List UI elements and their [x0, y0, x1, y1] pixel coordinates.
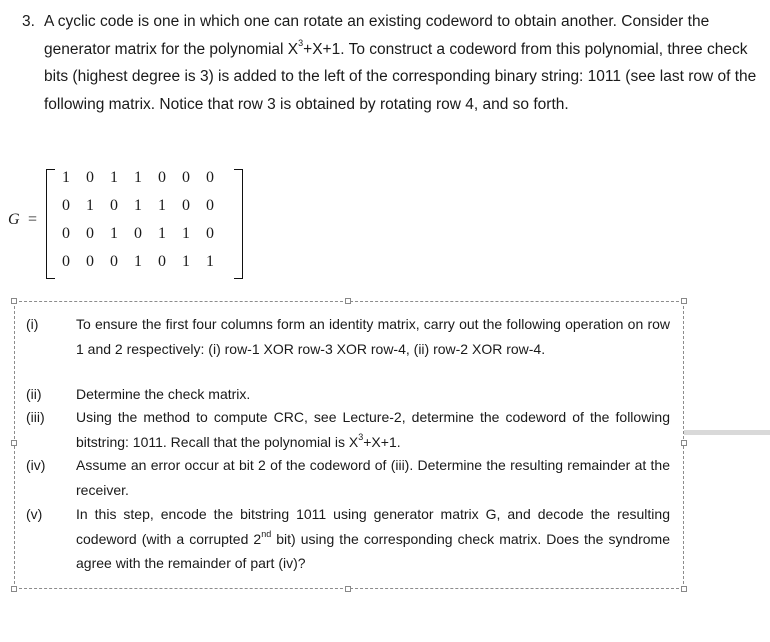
matrix-cell: 1 — [134, 253, 142, 270]
question-label: (iv) — [26, 457, 46, 473]
matrix-cell: 0 — [206, 197, 214, 214]
matrix-cell: 0 — [182, 169, 190, 186]
matrix-equals: = — [28, 211, 38, 228]
question-label: (v) — [26, 506, 43, 522]
question-label: (iii) — [26, 409, 45, 425]
matrix-cell: 0 — [62, 197, 70, 214]
matrix-cell: 1 — [110, 225, 118, 242]
matrix-cell: 1 — [158, 225, 166, 242]
problem-number: 3. — [22, 13, 35, 30]
resize-handle-left[interactable] — [11, 440, 17, 446]
matrix-cell: 1 — [134, 197, 142, 214]
question-text: Assume an error occur at bit 2 of the codeword of (iii). Determine the resulting remainder at the receiver. — [76, 457, 670, 498]
generator-matrix — [4, 165, 264, 285]
matrix-cell: 0 — [62, 225, 70, 242]
matrix-cell: 0 — [206, 169, 214, 186]
resize-handle-right[interactable] — [681, 440, 687, 446]
question-label: (ii) — [26, 386, 42, 402]
matrix-cell: 0 — [134, 225, 142, 242]
matrix-cell: 1 — [134, 169, 142, 186]
question-text: Using the method to compute CRC, see Lecture-2, determine the codeword of the following bitstring: 1011. Recall that the polynomial is $X^3+X+1$. — [76, 409, 670, 450]
matrix-cell: 1 — [158, 197, 166, 214]
matrix-cell: 1 — [182, 253, 190, 270]
matrix-cell: 0 — [86, 225, 94, 242]
question-text: In this step, encode the bitstring 1011 using generator matrix G, and decode the resulting codeword (with a corrupted 2nd bit) using the corresponding check matrix. Does the syndrome agree with the remainder of part (iv)? — [76, 506, 670, 571]
question-text: Determine the check matrix. — [76, 386, 251, 402]
resize-handle-bottom-right[interactable] — [681, 586, 687, 592]
left-bracket — [46, 169, 55, 279]
matrix-cell: 0 — [110, 253, 118, 270]
matrix-cell: 1 — [182, 225, 190, 242]
problem-statement — [22, 8, 767, 118]
matrix-cell: 1 — [110, 169, 118, 186]
matrix-cell: 0 — [182, 197, 190, 214]
resize-handle-top-right[interactable] — [681, 298, 687, 304]
question-label: (i) — [26, 316, 39, 332]
matrix-cell: 0 — [206, 225, 214, 242]
resize-handle-top-left[interactable] — [11, 298, 17, 304]
matrix-cell: 1 — [206, 253, 214, 270]
matrix-label: G — [8, 211, 20, 228]
matrix-cell: 0 — [158, 253, 166, 270]
resize-handle-bottom[interactable] — [345, 586, 351, 592]
resize-handle-bottom-left[interactable] — [11, 586, 17, 592]
question-text: To ensure the first four columns form an identity matrix, carry out the following operation on row 1 and 2 respectively: (i) row-1 XOR row-3 XOR row-4, (ii) row-2 XOR row-4. — [76, 316, 670, 357]
matrix-cell: 0 — [62, 253, 70, 270]
matrix-cell: 1 — [62, 169, 70, 186]
matrix-cell: 0 — [110, 197, 118, 214]
matrix-cell: 1 — [86, 197, 94, 214]
matrix-cell: 0 — [86, 253, 94, 270]
right-bracket — [234, 169, 243, 279]
resize-handle-top[interactable] — [345, 298, 351, 304]
problem-intro: A cyclic code is one in which one can rotate an existing codeword to obtain another. Consider the generator matrix for the polynomial $X^3+X+1$. To construct a codeword from this polynomial, three check bits (highest degree is 3) is added to the left of the corresponding binary string: 1011 (see last row of the following matrix. Notice that row 3 is obtained by rotating row 4, and so forth. — [44, 13, 757, 113]
page-edge-bar — [684, 430, 770, 435]
matrix-cell: 0 — [86, 169, 94, 186]
matrix-cell: 0 — [158, 169, 166, 186]
